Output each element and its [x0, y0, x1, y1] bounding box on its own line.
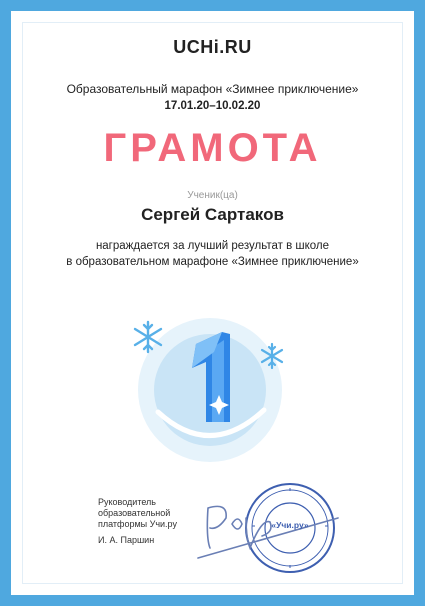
certificate-title: ГРАМОТА — [103, 126, 322, 170]
student-label: Ученик(ца) — [187, 190, 238, 201]
marathon-dates: 17.01.20–10.02.20 — [164, 100, 261, 112]
award-line-2: в образовательном марафоне «Зимнее приключение» — [66, 256, 359, 268]
uchi-logo: UCHi.RU — [173, 37, 252, 57]
winter-medal-emblem — [118, 310, 298, 482]
handwritten-signature-icon — [198, 506, 338, 558]
signer-name: И. А. Паршин — [98, 535, 155, 545]
signer-title — [98, 497, 177, 530]
signer-line: платформы Учи.ру — [98, 519, 177, 529]
signer-line: образовательной — [98, 508, 171, 518]
marathon-title: Образовательный марафон «Зимнее приключение» — [66, 82, 359, 96]
student-name: Сергей Сартаков — [141, 205, 284, 224]
award-line-1: награждается за лучший результат в школе — [95, 240, 330, 252]
award-text — [0, 238, 425, 270]
signer-line: Руководитель — [98, 497, 156, 507]
stamp-label: «Учи.ру» — [271, 520, 309, 530]
